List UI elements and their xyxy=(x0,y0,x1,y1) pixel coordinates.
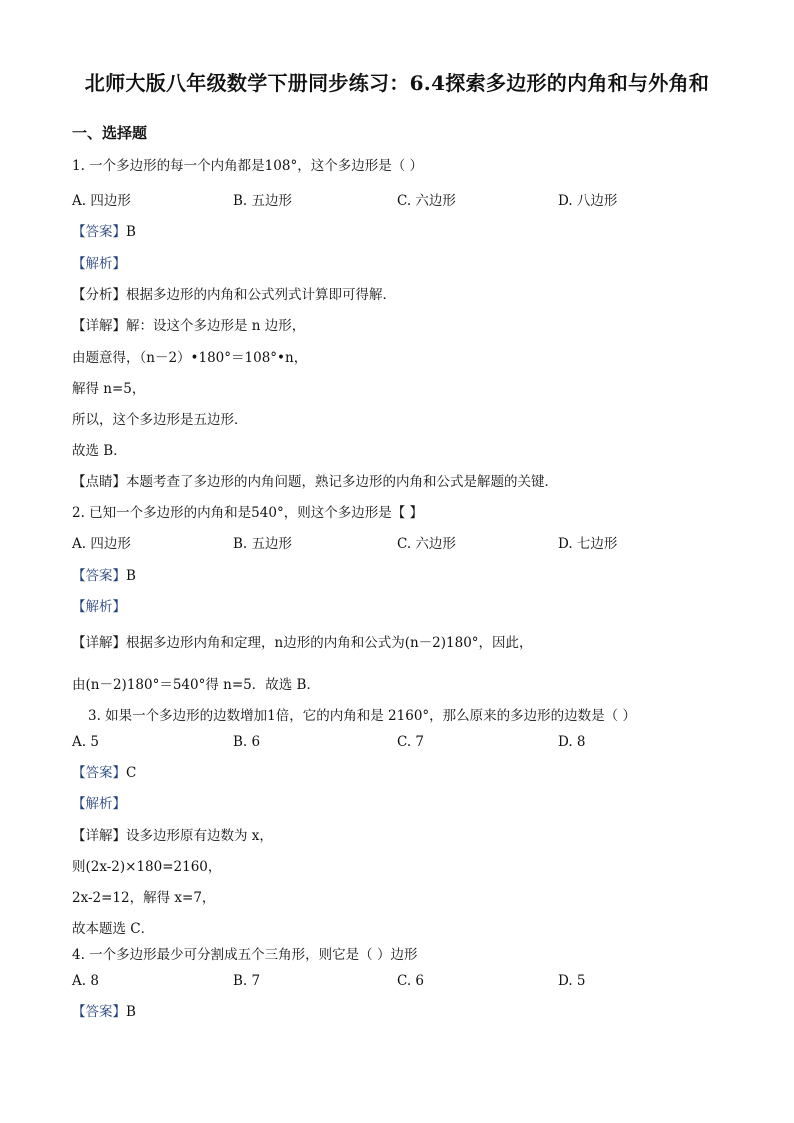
section-heading: 一、选择题 xyxy=(72,124,148,142)
question-1-analysis-tag xyxy=(72,255,126,273)
question-3-step-2: 2x-2=12，解得 x=7， xyxy=(72,890,216,906)
question-2-step: 由(n－2)180°＝540°得 n=5．故选 B． xyxy=(72,677,320,693)
analysis-tag: 【解析】 xyxy=(72,796,126,812)
answer-tag: 【答案】 xyxy=(72,1004,126,1020)
option-a: A. 8 xyxy=(72,973,99,989)
document-title: 北师大版八年级数学下册同步练习：6.4探索多边形的内角和与外角和 xyxy=(84,71,710,95)
question-2-analysis-tag xyxy=(72,598,126,616)
question-4-answer xyxy=(72,1003,136,1021)
detail-text: 设多边形原有边数为 x， xyxy=(126,828,273,844)
option-b: B. 6 xyxy=(233,734,261,750)
detail-text: 解：设这个多边形是 n 边形， xyxy=(126,318,306,334)
question-2-options xyxy=(72,535,672,553)
answer-value: C xyxy=(126,765,137,781)
question-4-stem: 4. 一个多边形最少可分割成五个三角形，则它是（ ）边形 xyxy=(72,947,418,963)
option-b: B. 五边形 xyxy=(233,193,293,209)
dianjing-tag: 【点睛】 xyxy=(72,474,126,490)
answer-tag: 【答案】 xyxy=(72,765,126,781)
question-2-detail xyxy=(72,634,533,652)
question-4-options xyxy=(72,972,672,990)
answer-tag: 【答案】 xyxy=(72,568,126,584)
question-1-step-3: 所以，这个多边形是五边形． xyxy=(72,412,248,428)
option-d: D. 八边形 xyxy=(558,193,618,209)
question-1-fenxi xyxy=(72,286,396,304)
question-1-step-4: 故选 B． xyxy=(72,443,127,459)
question-1-step-1: 由题意得，（n－2）•180°＝108°•n， xyxy=(72,350,308,366)
fenxi-text: 根据多边形的内角和公式列式计算即可得解． xyxy=(126,287,396,303)
option-a: A. 四边形 xyxy=(72,193,131,209)
detail-tag: 【详解】 xyxy=(72,635,126,651)
answer-value: B xyxy=(126,568,136,584)
question-3-stem: 3. 如果一个多边形的边数增加1倍，它的内角和是 2160°，那么原来的多边形的边数是（ ） xyxy=(88,708,636,724)
question-1-options xyxy=(72,192,672,210)
option-d: D. 5 xyxy=(558,973,586,989)
option-c: C. 六边形 xyxy=(397,193,456,209)
question-3-analysis-tag xyxy=(72,795,126,813)
question-1-dianjing xyxy=(72,473,558,491)
answer-value: B xyxy=(126,1004,136,1020)
option-a: A. 四边形 xyxy=(72,536,131,552)
question-3-answer xyxy=(72,764,136,782)
detail-tag: 【详解】 xyxy=(72,318,126,334)
question-1-stem: 1. 一个多边形的每一个内角都是108°，这个多边形是（ ） xyxy=(72,158,423,174)
answer-value: B xyxy=(126,224,136,240)
question-1-step-2: 解得 n=5， xyxy=(72,381,146,397)
question-1-answer xyxy=(72,223,136,241)
question-3-detail xyxy=(72,827,273,845)
option-b: B. 五边形 xyxy=(233,536,293,552)
answer-tag: 【答案】 xyxy=(72,224,126,240)
option-a: A. 5 xyxy=(72,734,99,750)
dianjing-text: 本题考查了多边形的内角问题，熟记多边形的内角和公式是解题的关键． xyxy=(126,474,558,490)
question-2-answer xyxy=(72,567,136,585)
analysis-tag: 【解析】 xyxy=(72,256,126,272)
question-1-detail xyxy=(72,317,305,335)
option-c: C. 六边形 xyxy=(397,536,456,552)
question-3-options xyxy=(72,733,672,751)
detail-tag: 【详解】 xyxy=(72,828,126,844)
option-d: D. 七边形 xyxy=(558,536,618,552)
option-b: B. 7 xyxy=(233,973,261,989)
analysis-tag: 【解析】 xyxy=(72,599,126,615)
question-3-step-1: 则(2x-2)×180=2160， xyxy=(72,859,222,875)
option-c: C. 6 xyxy=(397,973,425,989)
option-c: C. 7 xyxy=(397,734,425,750)
option-d: D. 8 xyxy=(558,734,586,750)
question-3-step-3: 故本题选 C． xyxy=(72,921,155,937)
question-2-stem: 2. 已知一个多边形的内角和是540°，则这个多边形是【 】 xyxy=(72,505,423,521)
detail-text: 根据多边形内角和定理，n边形的内角和公式为(n－2)180°，因此， xyxy=(126,635,533,651)
fenxi-tag: 【分析】 xyxy=(72,287,126,303)
